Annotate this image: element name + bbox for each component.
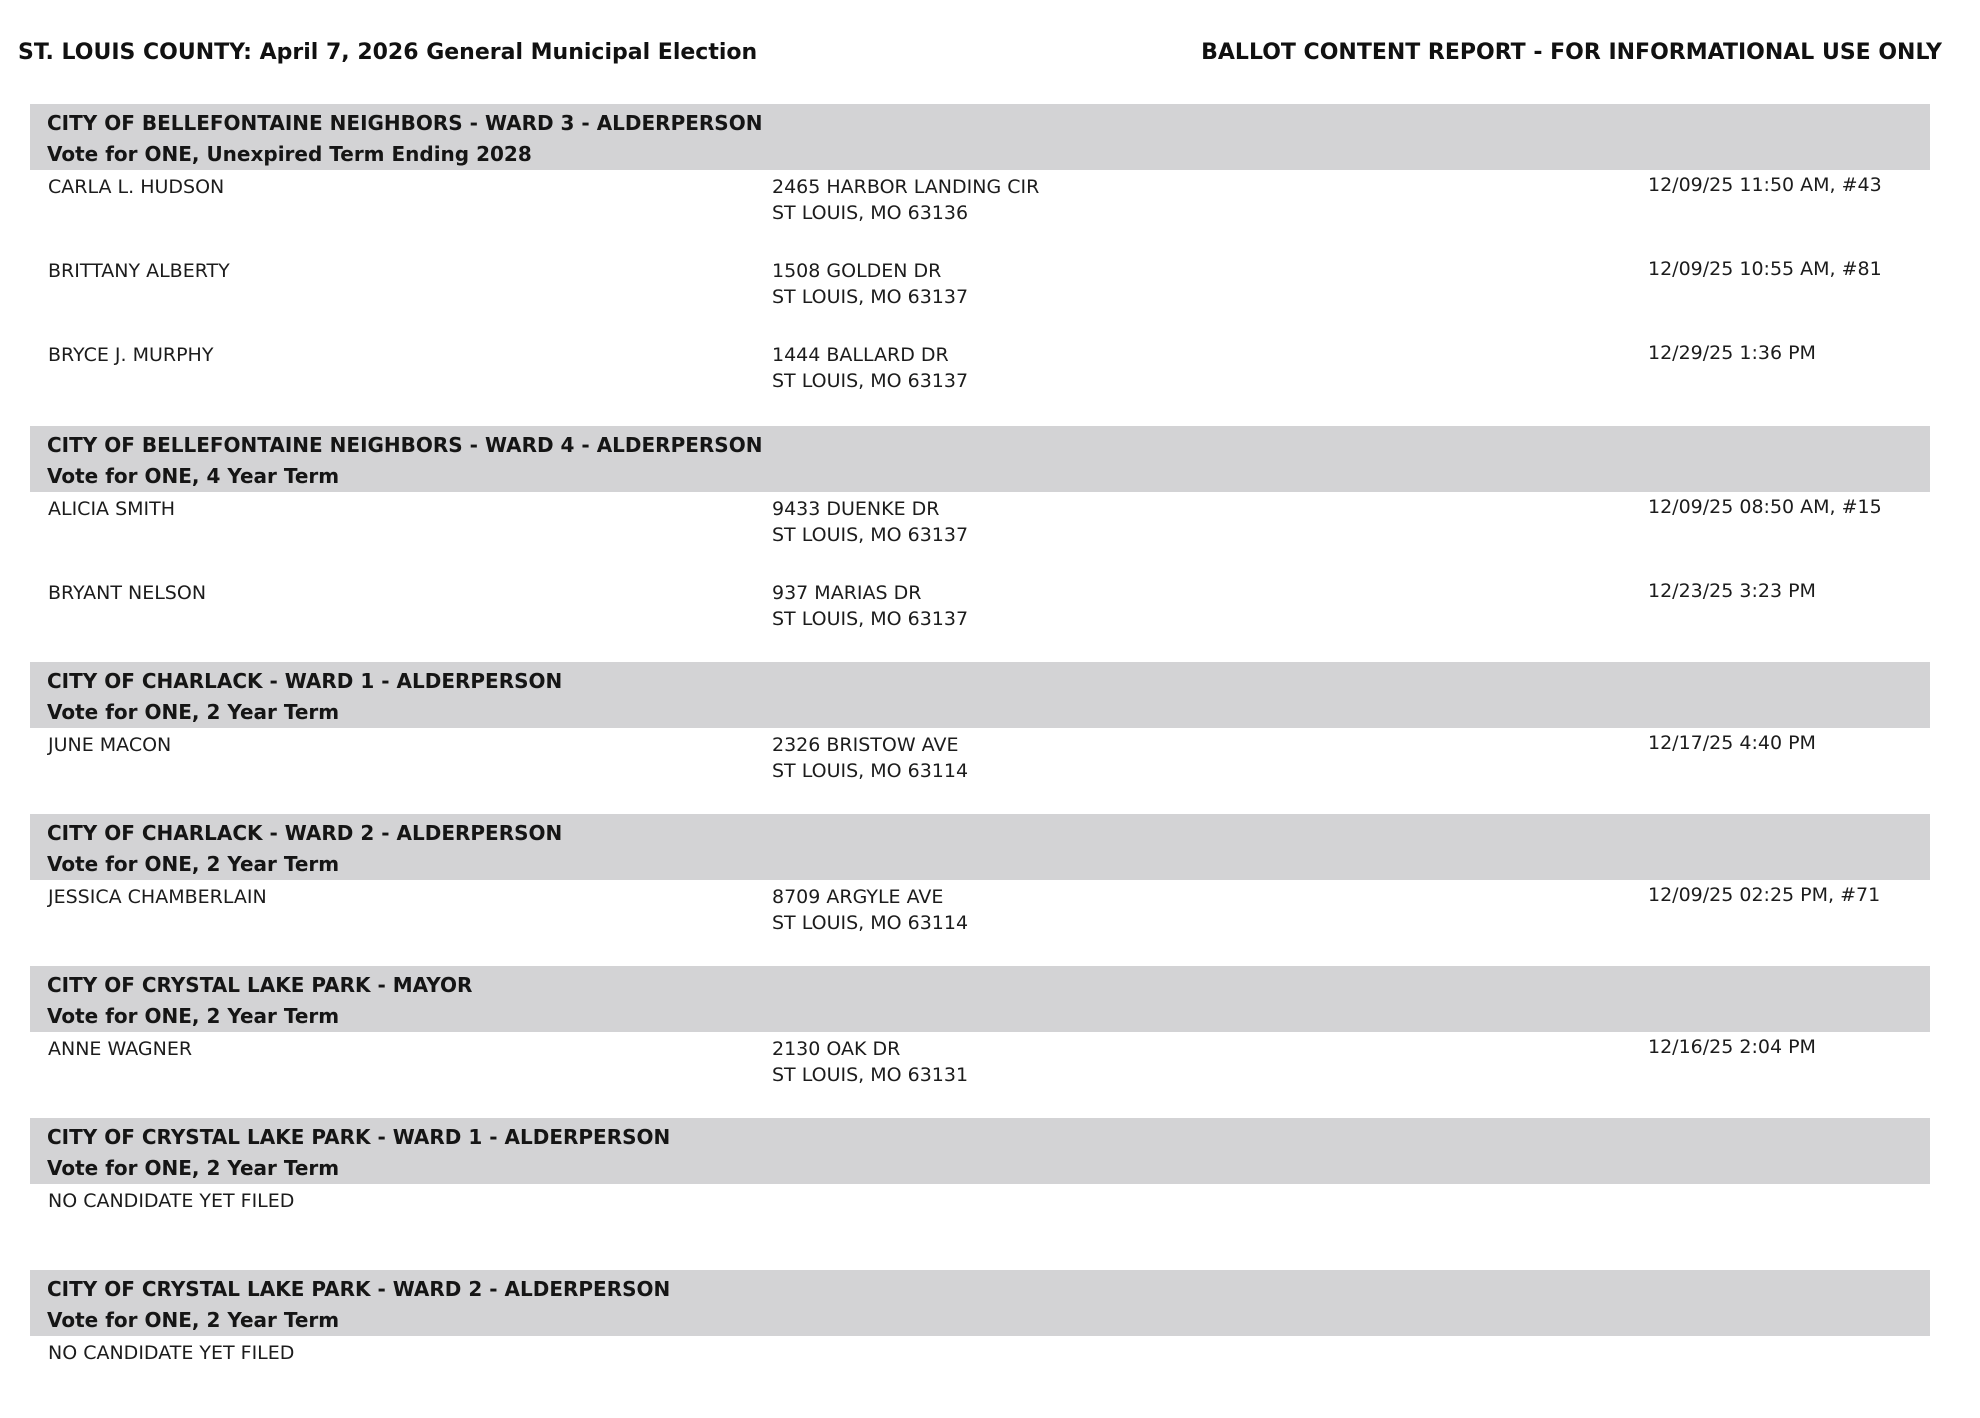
address-city: ST LOUIS, MO 63114: [772, 760, 969, 782]
race-section: [30, 966, 1930, 1116]
candidate-row: [30, 880, 1930, 964]
race-header-band: [30, 1118, 1930, 1184]
candidate-address: [772, 258, 968, 310]
race-title: CITY OF BELLEFONTAINE NEIGHBORS - WARD 3 - ALDERPERSON: [47, 111, 763, 135]
candidate-row: [30, 170, 1930, 254]
filing-timestamp: 12/09/25 10:55 AM, #81: [1648, 258, 1882, 280]
race-header-band: [30, 104, 1930, 170]
race-vote-instruction: Vote for ONE, Unexpired Term Ending 2028: [47, 142, 532, 166]
no-candidate-notice: NO CANDIDATE YET FILED: [48, 1342, 295, 1364]
filing-timestamp: 12/29/25 1:36 PM: [1648, 342, 1816, 364]
candidate-name: BRYCE J. MURPHY: [48, 344, 214, 366]
race-title: CITY OF CRYSTAL LAKE PARK - WARD 2 - ALDERPERSON: [47, 1277, 671, 1301]
filing-timestamp: 12/09/25 11:50 AM, #43: [1648, 174, 1882, 196]
candidate-row: [30, 1336, 1930, 1418]
candidate-address: [772, 1036, 968, 1088]
candidate-name: JUNE MACON: [48, 734, 172, 756]
address-city: ST LOUIS, MO 63137: [772, 608, 969, 630]
report-header: [18, 40, 1942, 72]
race-section: [30, 1118, 1930, 1266]
race-vote-instruction: Vote for ONE, 2 Year Term: [47, 1156, 340, 1180]
candidate-address: [772, 174, 1039, 226]
candidate-name: CARLA L. HUDSON: [48, 176, 225, 198]
race-vote-instruction: Vote for ONE, 2 Year Term: [47, 1308, 340, 1332]
candidate-address: [772, 732, 968, 784]
candidate-row: [30, 254, 1930, 338]
filing-timestamp: 12/09/25 02:25 PM, #71: [1648, 884, 1881, 906]
address-street: 1508 GOLDEN DR: [772, 260, 942, 282]
candidate-row: [30, 338, 1930, 422]
address-street: 9433 DUENKE DR: [772, 498, 940, 520]
candidate-name: ANNE WAGNER: [48, 1038, 193, 1060]
candidate-row: [30, 728, 1930, 812]
filing-timestamp: 12/09/25 08:50 AM, #15: [1648, 496, 1882, 518]
race-section: [30, 104, 1930, 422]
address-street: 2326 BRISTOW AVE: [772, 734, 959, 756]
race-vote-instruction: Vote for ONE, 2 Year Term: [47, 852, 340, 876]
address-city: ST LOUIS, MO 63114: [772, 912, 969, 934]
address-city: ST LOUIS, MO 63137: [772, 286, 969, 308]
address-street: 8709 ARGYLE AVE: [772, 886, 944, 908]
candidate-address: [772, 884, 968, 936]
race-title: CITY OF CRYSTAL LAKE PARK - WARD 1 - ALDERPERSON: [47, 1125, 671, 1149]
candidate-row: [30, 492, 1930, 576]
address-city: ST LOUIS, MO 63136: [772, 202, 969, 224]
address-city: ST LOUIS, MO 63137: [772, 370, 969, 392]
race-vote-instruction: Vote for ONE, 2 Year Term: [47, 700, 340, 724]
candidate-row: [30, 576, 1930, 660]
election-title: ST. LOUIS COUNTY: April 7, 2026 General Municipal Election: [18, 40, 758, 65]
race-title: CITY OF CHARLACK - WARD 1 - ALDERPERSON: [47, 669, 563, 693]
filing-timestamp: 12/23/25 3:23 PM: [1648, 580, 1816, 602]
filing-timestamp: 12/16/25 2:04 PM: [1648, 1036, 1816, 1058]
address-city: ST LOUIS, MO 63137: [772, 524, 969, 546]
candidate-row: [30, 1032, 1930, 1116]
address-street: 937 MARIAS DR: [772, 582, 922, 604]
candidate-address: [772, 342, 968, 394]
race-title: CITY OF CHARLACK - WARD 2 - ALDERPERSON: [47, 821, 563, 845]
race-header-band: [30, 426, 1930, 492]
race-header-band: [30, 662, 1930, 728]
race-header-band: [30, 814, 1930, 880]
race-section: [30, 814, 1930, 964]
candidate-name: BRITTANY ALBERTY: [48, 260, 230, 282]
candidate-address: [772, 580, 968, 632]
address-city: ST LOUIS, MO 63131: [772, 1064, 969, 1086]
race-vote-instruction: Vote for ONE, 2 Year Term: [47, 1004, 340, 1028]
race-title: CITY OF BELLEFONTAINE NEIGHBORS - WARD 4 - ALDERPERSON: [47, 433, 763, 457]
race-header-band: [30, 1270, 1930, 1336]
address-street: 2130 OAK DR: [772, 1038, 901, 1060]
candidate-name: JESSICA CHAMBERLAIN: [48, 886, 267, 908]
race-header-band: [30, 966, 1930, 1032]
address-street: 2465 HARBOR LANDING CIR: [772, 176, 1040, 198]
candidate-name: ALICIA SMITH: [48, 498, 176, 520]
report-type-title: BALLOT CONTENT REPORT - FOR INFORMATIONAL USE ONLY: [1201, 40, 1942, 65]
address-street: 1444 BALLARD DR: [772, 344, 949, 366]
filing-timestamp: 12/17/25 4:40 PM: [1648, 732, 1816, 754]
candidate-row: [30, 1184, 1930, 1266]
candidate-name: BRYANT NELSON: [48, 582, 207, 604]
race-section: [30, 426, 1930, 660]
race-section: [30, 662, 1930, 812]
candidate-address: [772, 496, 968, 548]
race-section: [30, 1270, 1930, 1418]
race-vote-instruction: Vote for ONE, 4 Year Term: [47, 464, 340, 488]
no-candidate-notice: NO CANDIDATE YET FILED: [48, 1190, 295, 1212]
race-title: CITY OF CRYSTAL LAKE PARK - MAYOR: [47, 973, 473, 997]
